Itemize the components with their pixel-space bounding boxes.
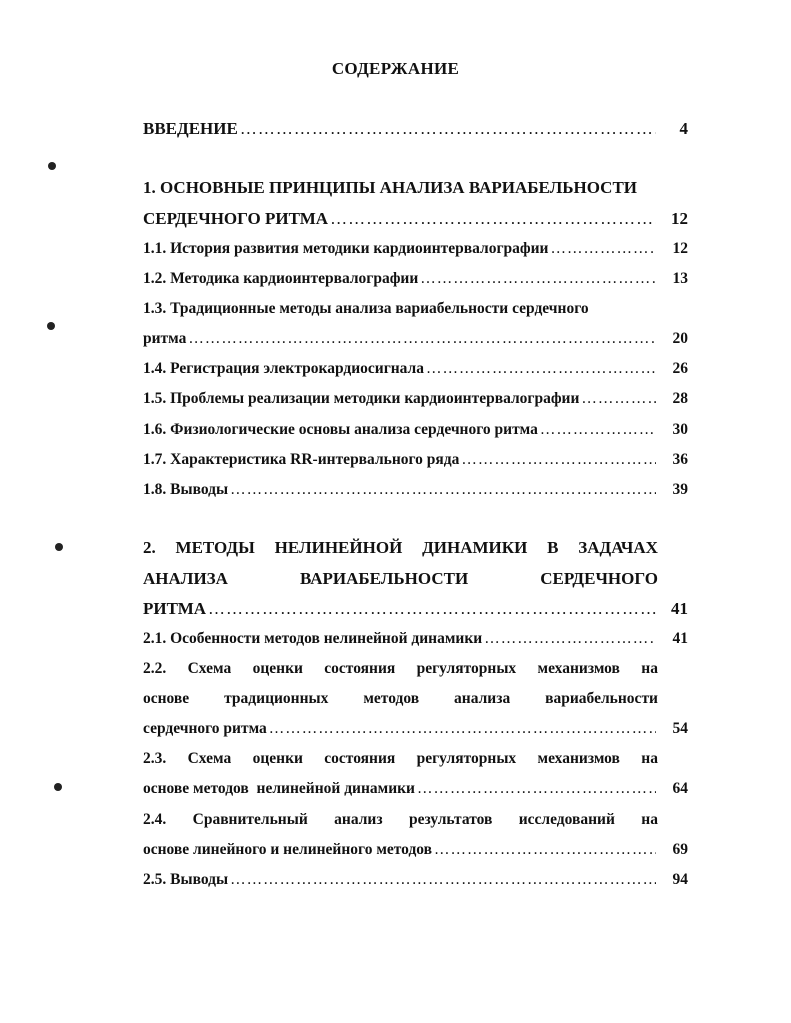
title-word: СЕРДЕЧНОГО bbox=[540, 569, 658, 588]
toc-entry-label: основе линейного и нелинейного методов bbox=[143, 841, 433, 858]
dot-leader bbox=[269, 720, 656, 738]
entry-word: методов bbox=[363, 690, 420, 707]
toc-entry-label: 1.5. Проблемы реализации методики кардиоинтервалографии bbox=[143, 390, 580, 407]
entry-word: на bbox=[641, 811, 658, 828]
toc-entry-section-1-8 bbox=[143, 481, 688, 499]
entry-word: регуляторных bbox=[416, 750, 517, 767]
dot-leader bbox=[434, 841, 656, 859]
toc-entry-label: 1.1. История развития методики кардиоинтервалографии bbox=[143, 240, 549, 257]
toc-entry-section-2-2-line1 bbox=[143, 660, 658, 678]
toc-entry-page: 12 bbox=[672, 240, 688, 257]
toc-entry-section-1-5 bbox=[143, 390, 688, 408]
title-word: НЕЛИНЕЙНОЙ bbox=[274, 538, 403, 557]
binding-hole-mark bbox=[48, 162, 56, 170]
entry-word: анализа bbox=[454, 690, 511, 707]
toc-entry-intro bbox=[143, 119, 688, 139]
binding-hole-mark bbox=[55, 543, 63, 551]
toc-entry-label: РИТМА bbox=[143, 599, 207, 618]
toc-entry-page: 4 bbox=[679, 119, 688, 138]
toc-entry-page: 41 bbox=[671, 599, 688, 618]
dot-leader bbox=[230, 871, 656, 889]
entry-word: результатов bbox=[408, 811, 493, 828]
dot-leader bbox=[461, 451, 656, 469]
toc-entry-page: 30 bbox=[672, 421, 688, 438]
dot-leader bbox=[230, 481, 656, 499]
title-word: В bbox=[547, 538, 559, 557]
title-word: ВАРИАБЕЛЬНОСТИ bbox=[299, 569, 469, 588]
toc-entry-label: 1.6. Физиологические основы анализа сердечного ритма bbox=[143, 421, 538, 438]
entry-word: оценки bbox=[252, 660, 303, 677]
toc-entry-page: 36 bbox=[672, 451, 688, 468]
entry-word: состояния bbox=[324, 660, 396, 677]
toc-entry-label: 2.1. Особенности методов нелинейной динамики bbox=[143, 630, 483, 647]
chapter-1-title-line1: 1. ОСНОВНЫЕ ПРИНЦИПЫ АНАЛИЗА ВАРИАБЕЛЬНОСТИ bbox=[143, 178, 638, 197]
toc-entry-section-1-7 bbox=[143, 451, 688, 469]
toc-entry-page: 13 bbox=[672, 270, 688, 287]
title-word: АНАЛИЗА bbox=[143, 569, 228, 588]
toc-entry-section-2-4 bbox=[143, 841, 688, 859]
binding-hole-mark bbox=[47, 322, 55, 330]
toc-entry-label: 1.8. Выводы bbox=[143, 481, 229, 498]
toc-entry-page: 94 bbox=[672, 871, 688, 888]
toc-entry-section-1-4 bbox=[143, 360, 688, 378]
toc-entry-label: 1.4. Регистрация электрокардиосигнала bbox=[143, 360, 425, 377]
entry-word: 2.4. bbox=[143, 811, 167, 828]
toc-entry-section-1-6 bbox=[143, 421, 688, 439]
toc-entry-page: 26 bbox=[672, 360, 688, 377]
entry-word: исследований bbox=[518, 811, 615, 828]
toc-entry-page: 20 bbox=[672, 330, 688, 347]
dot-leader bbox=[330, 209, 656, 229]
chapter-2-title-line2 bbox=[143, 569, 658, 589]
dot-leader bbox=[208, 599, 656, 619]
entry-word: механизмов bbox=[537, 660, 620, 677]
entry-word: Схема bbox=[187, 750, 232, 767]
entry-word: на bbox=[641, 750, 658, 767]
toc-entry-page: 39 bbox=[672, 481, 688, 498]
toc-entry-section-1-1 bbox=[143, 240, 688, 258]
toc-entry-section-2-2 bbox=[143, 720, 688, 738]
dot-leader bbox=[417, 780, 656, 798]
entry-word: 2.3. bbox=[143, 750, 167, 767]
title-word: ДИНАМИКИ bbox=[422, 538, 528, 557]
entry-word: Схема bbox=[187, 660, 232, 677]
toc-entry-section-1-3 bbox=[143, 330, 688, 348]
toc-entry-section-2-1 bbox=[143, 630, 688, 648]
dot-leader bbox=[420, 270, 656, 288]
entry-word: оценки bbox=[252, 750, 303, 767]
toc-entry-page: 64 bbox=[672, 780, 688, 797]
dot-leader bbox=[484, 630, 656, 648]
entry-word: 2.2. bbox=[143, 660, 167, 677]
entry-word: регуляторных bbox=[416, 660, 517, 677]
page-title: СОДЕРЖАНИЕ bbox=[331, 59, 460, 78]
toc-entry-section-1-2 bbox=[143, 270, 688, 288]
toc-entry-label: ВВЕДЕНИЕ bbox=[143, 119, 238, 138]
entry-word: основе bbox=[143, 690, 190, 707]
dot-leader bbox=[426, 360, 656, 378]
entry-word: традиционных bbox=[224, 690, 329, 707]
dot-leader bbox=[240, 119, 656, 139]
toc-entry-label: 1.2. Методика кардиоинтервалографии bbox=[143, 270, 419, 287]
toc-entry-chapter-2 bbox=[143, 599, 688, 619]
toc-entry-page: 41 bbox=[672, 630, 688, 647]
entry-word: механизмов bbox=[537, 750, 620, 767]
toc-entry-label: СЕРДЕЧНОГО РИТМА bbox=[143, 209, 329, 228]
chapter-2-title-line1 bbox=[143, 538, 658, 558]
toc-entry-page: 28 bbox=[672, 390, 688, 407]
toc-entry-page: 54 bbox=[672, 720, 688, 737]
toc-entry-section-1-3-line1: 1.3. Традиционные методы анализа вариабельности сердечного bbox=[143, 300, 589, 317]
toc-entry-label: сердечного ритма bbox=[143, 720, 267, 737]
toc-entry-section-2-5 bbox=[143, 871, 688, 889]
entry-word: на bbox=[641, 660, 658, 677]
toc-entry-label: основе методов нелинейной динамики bbox=[143, 780, 415, 797]
dot-leader bbox=[550, 240, 656, 258]
dot-leader bbox=[540, 421, 656, 439]
toc-entry-section-2-3-line1 bbox=[143, 750, 658, 768]
toc-entry-page: 12 bbox=[671, 209, 688, 228]
toc-entry-label: ритма bbox=[143, 330, 187, 347]
toc-entry-section-2-3 bbox=[143, 780, 688, 798]
toc-entry-page: 69 bbox=[672, 841, 688, 858]
dot-leader bbox=[581, 390, 656, 408]
title-word: ЗАДАЧАХ bbox=[578, 538, 658, 557]
binding-hole-mark bbox=[54, 783, 62, 791]
entry-word: вариабельности bbox=[545, 690, 658, 707]
toc-entry-section-2-4-line1 bbox=[143, 811, 658, 829]
entry-word: анализ bbox=[334, 811, 383, 828]
toc-entry-label: 2.5. Выводы bbox=[143, 871, 229, 888]
entry-word: Сравнительный bbox=[192, 811, 308, 828]
toc-entry-section-2-2-line2 bbox=[143, 690, 658, 708]
title-word: 2. bbox=[143, 538, 156, 557]
dot-leader bbox=[188, 330, 656, 348]
toc-entry-label: 1.7. Характеристика RR-интервального ряда bbox=[143, 451, 460, 468]
toc-entry-chapter-1 bbox=[143, 209, 688, 229]
title-word: МЕТОДЫ bbox=[175, 538, 255, 557]
entry-word: состояния bbox=[324, 750, 396, 767]
